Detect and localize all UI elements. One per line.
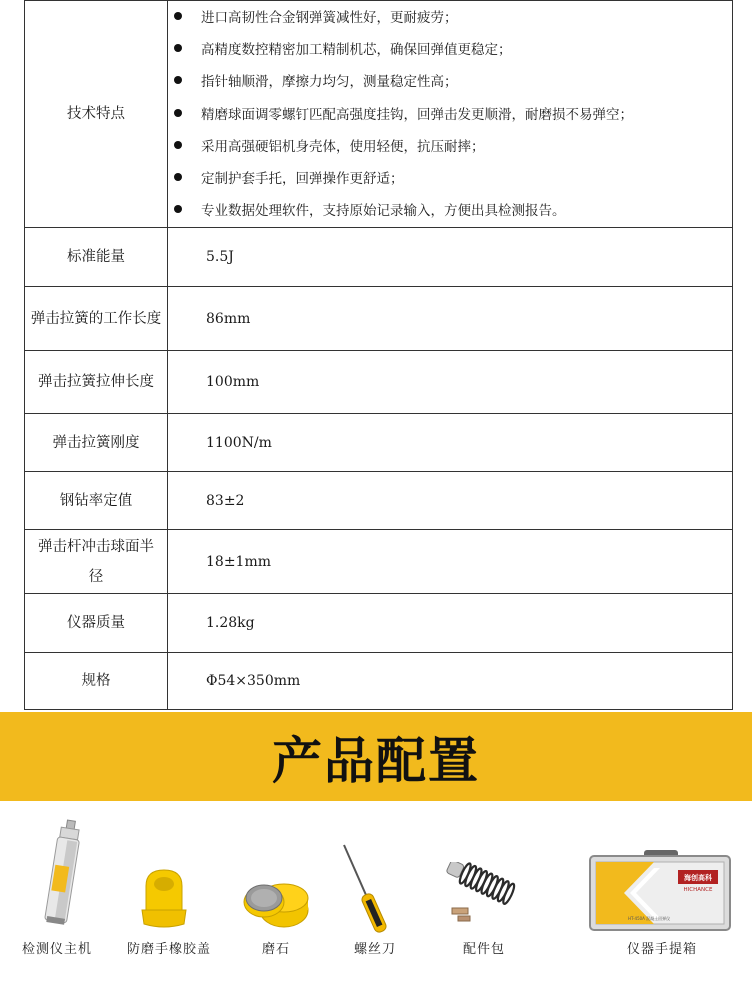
spec-table [24,0,733,710]
spec-label: 弹击拉簧刚度 [25,414,168,472]
feature-item: 进口高韧性合金钢弹簧减性好，更耐疲劳； [174,2,732,34]
spec-label: 规格 [25,653,168,710]
spec-value-features [168,1,733,228]
spec-value: 1100N/m [168,414,733,472]
spec-label: 仪器质量 [25,594,168,653]
bullet-icon [174,12,182,20]
spec-label: 技术特点 [25,1,168,228]
spring-parts-icon [438,862,530,928]
banner-title: 产品配置 [272,731,480,790]
spec-label: 标准能量 [25,228,168,287]
feature-item: 高精度数控精密加工精制机芯，确保回弹值更稳定； [174,34,732,66]
spec-label: 钢钻率定值 [25,472,168,530]
bullet-icon [174,141,182,149]
bullet-icon [174,205,182,213]
product-caption: 磨石 [261,942,291,957]
bullet-icon [174,76,182,84]
case-model: HT-450A 混凝土回弹仪 [628,916,671,921]
spec-value: 83±2 [168,472,733,530]
spec-row-features [25,1,733,228]
spec-row [25,287,733,351]
config-banner [0,712,752,801]
rebound-hammer-icon [38,818,88,930]
feature-item: 精磨球面调零螺钉匹配高强度挂钩，回弹击发更顺滑，耐磨损不易弹空； [174,99,732,131]
spec-label: 弹击拉簧拉伸长度 [25,351,168,414]
spec-row [25,228,733,287]
case-brand-en: HICHANCE [683,887,713,893]
product-caption: 检测仪主机 [21,942,93,957]
spec-row [25,472,733,530]
feature-item: 定制护套手托，回弹操作更舒适； [174,163,732,195]
case-brand: 海创高科 [684,874,712,882]
spec-row [25,530,733,594]
product-caption: 螺丝刀 [353,942,397,957]
screwdriver-icon [338,843,394,935]
spec-value: 18±1mm [168,530,733,594]
spec-row [25,594,733,653]
bullet-icon [174,173,182,181]
spec-row [25,351,733,414]
spec-row [25,653,733,710]
spec-label: 弹击拉簧的工作长度 [25,287,168,351]
product-caption: 配件包 [462,942,506,957]
product-caption: 仪器手提箱 [626,942,698,957]
spec-value: 1.28kg [168,594,733,653]
features-list [168,1,732,227]
spec-label: 弹击杆冲击球面半径 [25,530,168,594]
rubber-cap-icon [136,866,192,930]
grinding-stone-icon [240,876,310,930]
spec-value: Φ54×350mm [168,653,733,710]
spec-value: 86mm [168,287,733,351]
carrying-case-icon [584,848,736,932]
bullet-icon [174,109,182,117]
feature-item: 专业数据处理软件，支持原始记录输入，方便出具检测报告。 [174,195,732,227]
product-caption: 防磨手橡胶盖 [126,942,212,957]
bullet-icon [174,44,182,52]
feature-item: 指针轴顺滑，摩擦力均匀，测量稳定性高； [174,66,732,98]
spec-value: 100mm [168,351,733,414]
spec-row [25,414,733,472]
feature-item: 采用高强硬铝机身壳体，使用轻便，抗压耐摔； [174,131,732,163]
spec-value: 5.5J [168,228,733,287]
